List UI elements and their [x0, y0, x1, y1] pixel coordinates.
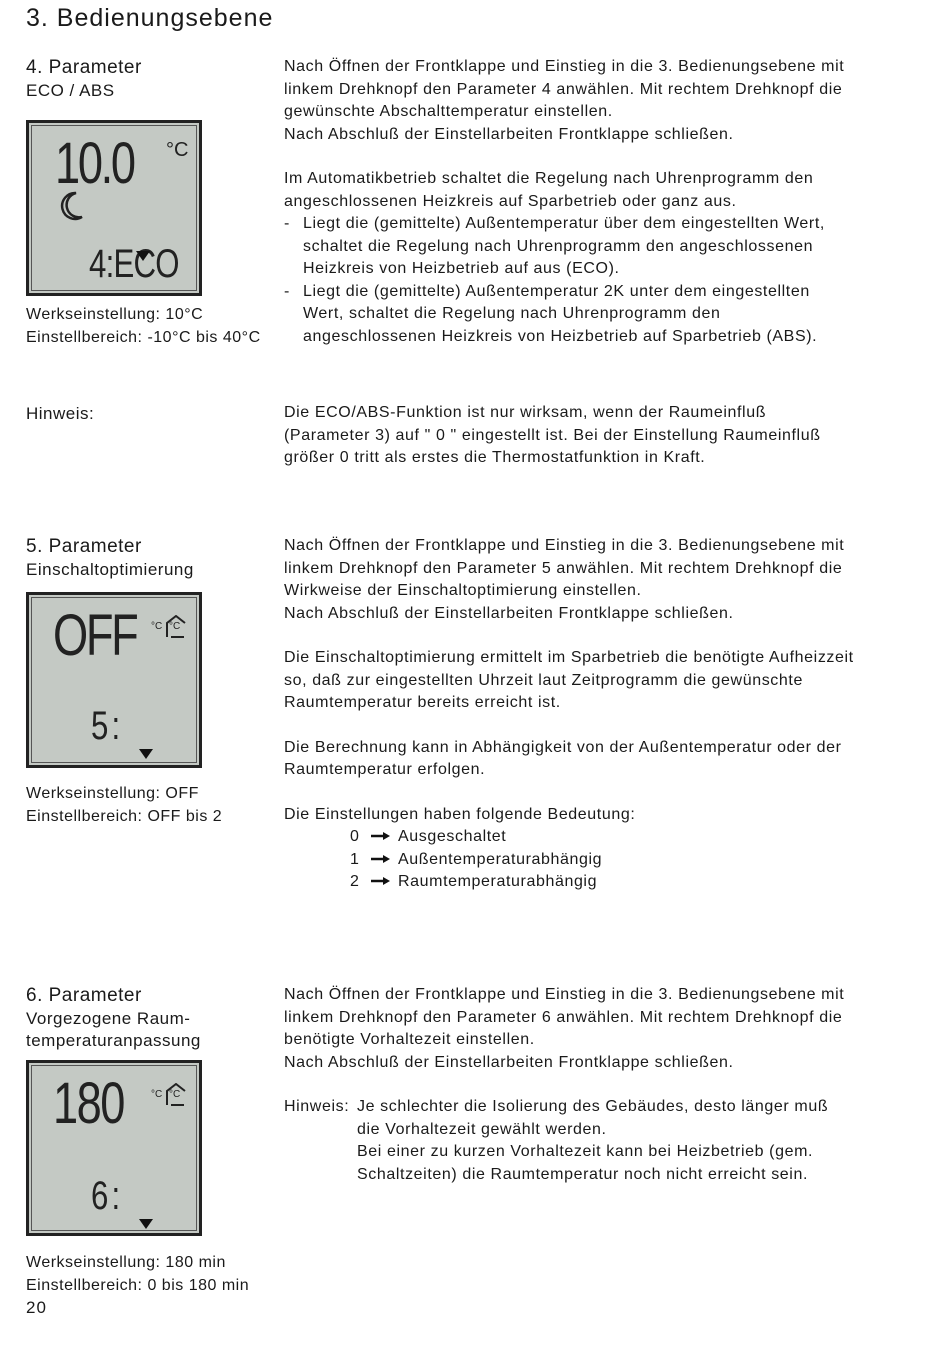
param5-description	[284, 535, 854, 894]
arrow-right-icon	[370, 826, 398, 849]
hint-line: Je schlechter die Isolierung des Gebäudes, desto länger muß die Vorhaltezeit gewählt werden.	[357, 1098, 829, 1138]
param5-header	[26, 535, 276, 581]
param5-lcd-display	[26, 592, 202, 768]
paragraph: Die Einstellungen haben folgende Bedeutung:	[284, 805, 636, 823]
paragraph: Nach Öffnen der Frontklappe und Einstieg in die 3. Bedienungsebene mit linkem Drehknopf den Parameter 6 anwählen. Mit rechtem Drehknopf die benötigte Vorhaltezeit einstellen.	[284, 986, 845, 1048]
paragraph: Nach Abschluß der Einstellarbeiten Frontklappe schließen.	[284, 604, 734, 622]
hinweis-label: Hinweis:	[26, 404, 95, 423]
lcd-value: 180	[53, 1071, 124, 1136]
bullet-item	[284, 213, 854, 281]
param6-subtitle-line1: Vorgezogene Raum-	[26, 1009, 191, 1028]
page-number: 20	[26, 1298, 47, 1317]
param4-header	[26, 56, 276, 102]
hint-text	[357, 1096, 854, 1186]
param6-subtitle-line2: temperaturanpassung	[26, 1031, 201, 1050]
param6-lcd-display	[26, 1060, 202, 1236]
bullet-item	[284, 281, 854, 349]
option-number: 2	[350, 873, 360, 890]
setting-range: Einstellbereich: OFF bis 2	[26, 808, 223, 825]
lcd-unit: °C	[166, 139, 189, 161]
setting-range: Einstellbereich: 0 bis 180 min	[26, 1277, 250, 1294]
param4-lcd-display	[26, 120, 202, 296]
hint-block	[284, 1096, 854, 1186]
lcd-param: 6:	[91, 1174, 124, 1218]
param5-subtitle: Einschaltoptimierung	[26, 560, 194, 579]
list-item	[350, 849, 854, 872]
paragraph: Nach Öffnen der Frontklappe und Einstieg in die 3. Bedienungsebene mit linkem Drehknopf den Parameter 4 anwählen. Mit rechtem Drehknopf die gewünschte Abschalttemperatur einstellen.	[284, 58, 845, 120]
triangle-down-icon	[139, 1219, 153, 1229]
option-label: Raumtemperaturabhängig	[398, 873, 598, 890]
page-title: 3. Bedienungsebene	[26, 4, 274, 32]
moon-icon	[60, 191, 84, 226]
param6-description	[284, 984, 854, 1186]
param4-settings	[26, 303, 276, 349]
lcd-param: 4:ECO	[89, 242, 179, 286]
lcd-value: OFF	[53, 603, 137, 668]
param4-description	[284, 56, 854, 348]
bullet-text: Liegt die (gemittelte) Außentemperatur über dem eingestellten Wert, schaltet die Regelung nach Uhrenprogramm den angeschlossenen Heizkreis von Heizbetrieb auf aus (ECO).	[303, 215, 825, 277]
bullet-text: Liegt die (gemittelte) Außentemperatur 2K unter dem eingestellten Wert, schaltet die Regelung nach Uhrenprogramm den angeschlossenen Heizkreis von Heizbetrieb auf Sparbetrieb (ABS).	[303, 282, 818, 345]
paragraph: Die Einschaltoptimierung ermittelt im Sparbetrieb die benötigte Aufheizzeit so, daß zur eingestellten Uhrzeit laut Zeitprogramm die gewünschte Raumtemperatur bereits erreicht ist.	[284, 649, 854, 711]
factory-setting: Werkseinstellung: 180 min	[26, 1254, 226, 1271]
option-number: 0	[350, 828, 360, 845]
triangle-down-icon	[139, 749, 153, 759]
factory-setting: Werkseinstellung: 10°C	[26, 306, 204, 323]
hint-line: Bei einer zu kurzen Vorhaltezeit kann bei Heizbetrieb (gem. Schaltzeiten) die Raumtemperatur noch nicht erreicht sein.	[357, 1143, 814, 1183]
param4-title: 4. Parameter	[26, 57, 142, 78]
list-item	[350, 871, 854, 894]
paragraph: Nach Abschluß der Einstellarbeiten Frontklappe schließen.	[284, 1053, 734, 1071]
param6-header	[26, 984, 276, 1052]
param5-title: 5. Parameter	[26, 536, 142, 557]
hint-label: Hinweis:	[284, 1098, 350, 1115]
house-icon	[151, 615, 187, 644]
arrow-right-icon	[370, 849, 398, 872]
hinweis-text: Die ECO/ABS-Funktion ist nur wirksam, wenn der Raumeinfluß (Parameter 3) auf " 0 " eingestellt ist. Bei der Einstellung Raumeinfluß größer 0 tritt als erstes die Thermostatfunktion in Kraft.	[284, 404, 821, 466]
svg-text:°C: °C	[169, 621, 181, 632]
option-number: 1	[350, 850, 360, 868]
triangle-down-icon	[136, 251, 150, 261]
bullet-dash: -	[284, 282, 290, 300]
param6-settings	[26, 1251, 276, 1297]
list-item	[350, 826, 854, 849]
param5-settings	[26, 782, 276, 828]
paragraph: Nach Öffnen der Frontklappe und Einstieg in die 3. Bedienungsebene mit linkem Drehknopf den Parameter 5 anwählen. Mit rechtem Drehknopf die Wirkweise der Einschaltoptimierung einstellen.	[284, 537, 845, 599]
setting-range: Einstellbereich: -10°C bis 40°C	[26, 329, 261, 346]
options-list	[350, 826, 854, 894]
arrow-right-icon	[370, 871, 398, 894]
lcd-param: 5:	[91, 704, 124, 748]
option-label: Außentemperaturabhängig	[398, 850, 603, 868]
svg-text:°C: °C	[151, 621, 163, 632]
factory-setting: Werkseinstellung: OFF	[26, 785, 199, 802]
house-icon	[151, 1083, 187, 1112]
lcd-value: 10.0	[55, 131, 134, 196]
svg-text:°C: °C	[169, 1089, 181, 1100]
paragraph: Im Automatikbetrieb schaltet die Regelung nach Uhrenprogramm den angeschlossenen Heizkreis auf Sparbetrieb oder ganz aus.	[284, 170, 814, 210]
bullet-dash: -	[284, 215, 290, 232]
paragraph: Die Berechnung kann in Abhängigkeit von der Außentemperatur oder der Raumtemperatur erfolgen.	[284, 738, 842, 778]
svg-text:°C: °C	[151, 1089, 163, 1100]
param4-subtitle: ECO / ABS	[26, 81, 115, 100]
paragraph: Nach Abschluß der Einstellarbeiten Frontklappe schließen.	[284, 125, 734, 143]
option-label: Ausgeschaltet	[398, 828, 507, 845]
param6-title: 6. Parameter	[26, 985, 142, 1006]
